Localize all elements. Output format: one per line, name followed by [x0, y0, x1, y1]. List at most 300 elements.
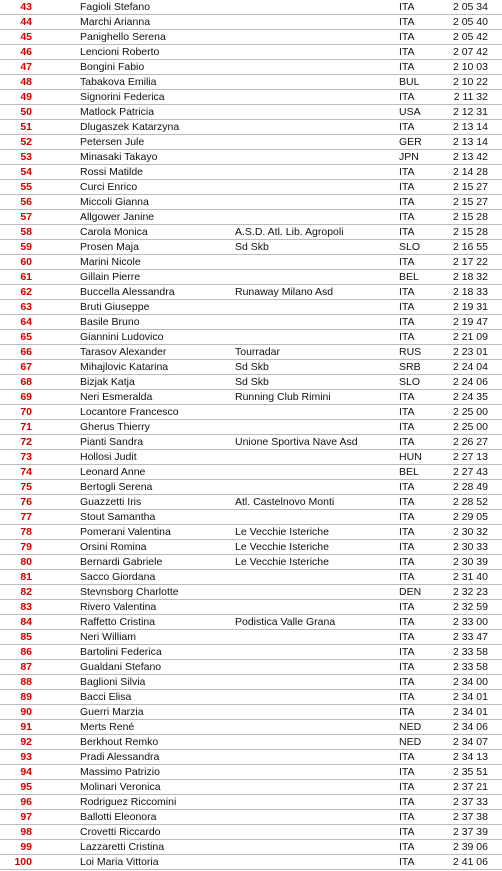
time-cell: 2 37 21: [452, 781, 488, 793]
athlete-name-cell: Berkhout Remko: [80, 736, 159, 748]
time-cell: 2 23 01: [452, 346, 488, 358]
nation-cell: BEL: [399, 466, 419, 478]
position-cell: 88: [20, 676, 32, 688]
time-cell: 2 37 33: [452, 796, 488, 808]
time-cell: 2 34 01: [452, 706, 488, 718]
table-row: [0, 165, 502, 180]
position-cell: 47: [20, 61, 32, 73]
time-cell: 2 13 14: [452, 136, 488, 148]
position-cell: 67: [20, 361, 32, 373]
position-cell: 79: [20, 541, 32, 553]
athlete-name-cell: Rivero Valentina: [80, 601, 157, 613]
nation-cell: ITA: [399, 856, 415, 868]
position-cell: 70: [20, 406, 32, 418]
athlete-name-cell: Carola Monica: [80, 226, 148, 238]
nation-cell: ITA: [399, 301, 415, 313]
nation-cell: ITA: [399, 196, 415, 208]
time-cell: 2 17 22: [452, 256, 488, 268]
position-cell: 59: [20, 241, 32, 253]
athlete-name-cell: Baglioni Silvia: [80, 676, 146, 688]
position-cell: 63: [20, 301, 32, 313]
table-row: [0, 780, 502, 795]
time-cell: 2 18 33: [452, 286, 488, 298]
table-row: [0, 600, 502, 615]
time-cell: 2 19 31: [452, 301, 488, 313]
nation-cell: BUL: [399, 76, 420, 88]
athlete-name-cell: Matlock Patricia: [80, 106, 155, 118]
nation-cell: ITA: [399, 601, 415, 613]
position-cell: 98: [20, 826, 32, 838]
athlete-name-cell: Pomerani Valentina: [80, 526, 171, 538]
position-cell: 85: [20, 631, 32, 643]
position-cell: 94: [20, 766, 32, 778]
nation-cell: RUS: [399, 346, 422, 358]
table-row: [0, 435, 502, 450]
nation-cell: ITA: [399, 751, 415, 763]
table-row: [0, 645, 502, 660]
table-row: [0, 825, 502, 840]
nation-cell: ITA: [399, 16, 415, 28]
time-cell: 2 34 13: [452, 751, 488, 763]
athlete-name-cell: Lazzaretti Cristina: [80, 841, 165, 853]
athlete-name-cell: Locantore Francesco: [80, 406, 179, 418]
position-cell: 45: [20, 31, 32, 43]
nation-cell: ITA: [399, 421, 415, 433]
nation-cell: ITA: [399, 181, 415, 193]
athlete-name-cell: Miccoli Gianna: [80, 196, 149, 208]
athlete-name-cell: Bacci Elisa: [80, 691, 132, 703]
table-row: [0, 555, 502, 570]
time-cell: 2 14 28: [452, 166, 488, 178]
nation-cell: ITA: [399, 46, 415, 58]
time-cell: 2 12 31: [452, 106, 488, 118]
athlete-name-cell: Stevnsborg Charlotte: [80, 586, 179, 598]
nation-cell: ITA: [399, 391, 415, 403]
table-row: [0, 675, 502, 690]
nation-cell: ITA: [399, 91, 415, 103]
table-row: [0, 525, 502, 540]
nation-cell: ITA: [399, 796, 415, 808]
table-row: [0, 735, 502, 750]
table-row: [0, 150, 502, 165]
athlete-name-cell: Bernardi Gabriele: [80, 556, 163, 568]
athlete-name-cell: Giannini Ludovico: [80, 331, 164, 343]
club-cell: Unione Sportiva Nave Asd: [235, 436, 358, 448]
position-cell: 54: [20, 166, 32, 178]
time-cell: 2 25 00: [452, 421, 488, 433]
position-cell: 82: [20, 586, 32, 598]
table-row: [0, 405, 502, 420]
nation-cell: ITA: [399, 436, 415, 448]
position-cell: 64: [20, 316, 32, 328]
athlete-name-cell: Bizjak Katja: [80, 376, 135, 388]
club-cell: Sd Skb: [235, 361, 269, 373]
position-cell: 53: [20, 151, 32, 163]
time-cell: 2 05 42: [452, 31, 488, 43]
time-cell: 2 27 13: [452, 451, 488, 463]
position-cell: 46: [20, 46, 32, 58]
table-row: [0, 585, 502, 600]
table-row: [0, 90, 502, 105]
time-cell: 2 13 14: [452, 121, 488, 133]
club-cell: Le Vecchie Isteriche: [235, 541, 329, 553]
table-row: [0, 15, 502, 30]
position-cell: 90: [20, 706, 32, 718]
athlete-name-cell: Signorini Federica: [80, 91, 165, 103]
position-cell: 56: [20, 196, 32, 208]
nation-cell: ITA: [399, 511, 415, 523]
athlete-name-cell: Raffetto Cristina: [80, 616, 156, 628]
time-cell: 2 19 47: [452, 316, 488, 328]
position-cell: 49: [20, 91, 32, 103]
position-cell: 68: [20, 376, 32, 388]
table-row: [0, 720, 502, 735]
time-cell: 2 35 51: [452, 766, 488, 778]
position-cell: 89: [20, 691, 32, 703]
time-cell: 2 11 32: [453, 91, 488, 103]
nation-cell: ITA: [399, 826, 415, 838]
nation-cell: ITA: [399, 541, 415, 553]
table-row: [0, 45, 502, 60]
athlete-name-cell: Pianti Sandra: [80, 436, 144, 448]
athlete-name-cell: Gherus Thierry: [80, 421, 150, 433]
club-cell: Running Club Rimini: [235, 391, 331, 403]
time-cell: 2 37 38: [452, 811, 488, 823]
position-cell: 44: [20, 16, 32, 28]
athlete-name-cell: Curci Enrico: [80, 181, 138, 193]
athlete-name-cell: Gillain Pierre: [80, 271, 141, 283]
position-cell: 87: [20, 661, 32, 673]
time-cell: 2 31 40: [452, 571, 488, 583]
table-row: [0, 510, 502, 525]
time-cell: 2 39 06: [452, 841, 488, 853]
athlete-name-cell: Bertogli Serena: [80, 481, 153, 493]
time-cell: 2 29 05: [452, 511, 488, 523]
athlete-name-cell: Massimo Patrizio: [80, 766, 160, 778]
table-row: [0, 375, 502, 390]
nation-cell: ITA: [399, 706, 415, 718]
table-row: [0, 195, 502, 210]
table-row: [0, 540, 502, 555]
time-cell: 2 33 58: [452, 661, 488, 673]
nation-cell: ITA: [399, 631, 415, 643]
table-row: [0, 330, 502, 345]
nation-cell: ITA: [399, 286, 415, 298]
athlete-name-cell: Orsini Romina: [80, 541, 147, 553]
position-cell: 93: [20, 751, 32, 763]
athlete-name-cell: Tabakova Emilia: [80, 76, 157, 88]
time-cell: 2 24 06: [452, 376, 488, 388]
time-cell: 2 13 42: [452, 151, 488, 163]
athlete-name-cell: Prosen Maja: [80, 241, 139, 253]
table-row: [0, 690, 502, 705]
nation-cell: ITA: [399, 781, 415, 793]
table-row: [0, 75, 502, 90]
time-cell: 2 15 27: [452, 196, 488, 208]
nation-cell: ITA: [399, 316, 415, 328]
time-cell: 2 33 00: [452, 616, 488, 628]
table-row: [0, 0, 502, 15]
nation-cell: DEN: [399, 586, 422, 598]
nation-cell: GER: [399, 136, 422, 148]
position-cell: 76: [20, 496, 32, 508]
athlete-name-cell: Bongini Fabio: [80, 61, 145, 73]
position-cell: 62: [20, 286, 32, 298]
nation-cell: USA: [399, 106, 421, 118]
athlete-name-cell: Pradi Alessandra: [80, 751, 160, 763]
club-cell: Tourradar: [235, 346, 280, 358]
table-row: [0, 570, 502, 585]
table-row: [0, 660, 502, 675]
position-cell: 43: [20, 1, 32, 13]
nation-cell: ITA: [399, 166, 415, 178]
athlete-name-cell: Mihajlovic Katarina: [80, 361, 169, 373]
table-row: [0, 30, 502, 45]
athlete-name-cell: Neri Esmeralda: [80, 391, 153, 403]
time-cell: 2 37 39: [452, 826, 488, 838]
time-cell: 2 05 40: [452, 16, 488, 28]
position-cell: 83: [20, 601, 32, 613]
position-cell: 74: [20, 466, 32, 478]
athlete-name-cell: Basile Bruno: [80, 316, 140, 328]
table-row: [0, 480, 502, 495]
nation-cell: ITA: [399, 691, 415, 703]
athlete-name-cell: Fagioli Stefano: [80, 1, 151, 13]
position-cell: 97: [20, 811, 32, 823]
nation-cell: HUN: [399, 451, 422, 463]
table-row: [0, 465, 502, 480]
table-row: [0, 360, 502, 375]
nation-cell: JPN: [399, 151, 419, 163]
nation-cell: ITA: [399, 496, 415, 508]
time-cell: 2 34 06: [452, 721, 488, 733]
athlete-name-cell: Tarasov Alexander: [80, 346, 167, 358]
nation-cell: ITA: [399, 31, 415, 43]
time-cell: 2 24 04: [452, 361, 488, 373]
club-cell: Le Vecchie Isteriche: [235, 556, 329, 568]
club-cell: Sd Skb: [235, 376, 269, 388]
athlete-name-cell: Bruti Giuseppe: [80, 301, 150, 313]
table-row: [0, 855, 502, 870]
position-cell: 92: [20, 736, 32, 748]
time-cell: 2 34 01: [452, 691, 488, 703]
position-cell: 69: [20, 391, 32, 403]
position-cell: 80: [20, 556, 32, 568]
nation-cell: ITA: [399, 1, 415, 13]
athlete-name-cell: Merts René: [80, 721, 135, 733]
position-cell: 100: [14, 856, 32, 868]
position-cell: 61: [20, 271, 32, 283]
athlete-name-cell: Guerri Marzia: [80, 706, 144, 718]
athlete-name-cell: Rossi Matilde: [80, 166, 144, 178]
athlete-name-cell: Petersen Jule: [80, 136, 145, 148]
athlete-name-cell: Rodriguez Riccomini: [80, 796, 177, 808]
table-row: [0, 750, 502, 765]
nation-cell: SRB: [399, 361, 421, 373]
position-cell: 57: [20, 211, 32, 223]
table-row: [0, 765, 502, 780]
table-row: [0, 495, 502, 510]
position-cell: 48: [20, 76, 32, 88]
table-row: [0, 135, 502, 150]
club-cell: Sd Skb: [235, 241, 269, 253]
time-cell: 2 21 09: [452, 331, 488, 343]
table-row: [0, 60, 502, 75]
time-cell: 2 28 49: [452, 481, 488, 493]
athlete-name-cell: Hollosi Judit: [80, 451, 137, 463]
time-cell: 2 41 06: [452, 856, 488, 868]
time-cell: 2 25 00: [452, 406, 488, 418]
nation-cell: SLO: [399, 376, 421, 388]
position-cell: 86: [20, 646, 32, 658]
time-cell: 2 15 27: [452, 181, 488, 193]
table-row: [0, 225, 502, 240]
nation-cell: BEL: [399, 271, 419, 283]
athlete-name-cell: Neri William: [80, 631, 136, 643]
athlete-name-cell: Gualdani Stefano: [80, 661, 162, 673]
table-row: [0, 270, 502, 285]
table-row: [0, 180, 502, 195]
athlete-name-cell: Dlugaszek Katarzyna: [80, 121, 180, 133]
position-cell: 78: [20, 526, 32, 538]
position-cell: 95: [20, 781, 32, 793]
table-row: [0, 120, 502, 135]
nation-cell: ITA: [399, 646, 415, 658]
table-row: [0, 300, 502, 315]
nation-cell: ITA: [399, 811, 415, 823]
time-cell: 2 34 00: [452, 676, 488, 688]
nation-cell: ITA: [399, 256, 415, 268]
nation-cell: ITA: [399, 766, 415, 778]
athlete-name-cell: Crovetti Riccardo: [80, 826, 161, 838]
table-row: [0, 240, 502, 255]
nation-cell: NED: [399, 736, 422, 748]
nation-cell: ITA: [399, 121, 415, 133]
time-cell: 2 10 03: [452, 61, 488, 73]
position-cell: 75: [20, 481, 32, 493]
nation-cell: ITA: [399, 556, 415, 568]
nation-cell: NED: [399, 721, 422, 733]
position-cell: 81: [20, 571, 32, 583]
table-row: [0, 840, 502, 855]
athlete-name-cell: Guazzetti Iris: [80, 496, 142, 508]
position-cell: 55: [20, 181, 32, 193]
time-cell: 2 30 33: [452, 541, 488, 553]
table-row: [0, 450, 502, 465]
position-cell: 60: [20, 256, 32, 268]
time-cell: 2 30 32: [452, 526, 488, 538]
nation-cell: ITA: [399, 571, 415, 583]
position-cell: 73: [20, 451, 32, 463]
athlete-name-cell: Allgower Janine: [80, 211, 155, 223]
club-cell: Runaway Milano Asd: [235, 286, 334, 298]
position-cell: 99: [20, 841, 32, 853]
time-cell: 2 05 34: [452, 1, 488, 13]
table-row: [0, 255, 502, 270]
nation-cell: ITA: [399, 406, 415, 418]
time-cell: 2 16 55: [452, 241, 488, 253]
time-cell: 2 24 35: [452, 391, 488, 403]
table-row: [0, 810, 502, 825]
table-row: [0, 705, 502, 720]
athlete-name-cell: Lencioni Roberto: [80, 46, 160, 58]
position-cell: 72: [20, 436, 32, 448]
table-row: [0, 345, 502, 360]
time-cell: 2 27 43: [452, 466, 488, 478]
athlete-name-cell: Bartolini Federica: [80, 646, 162, 658]
club-cell: Le Vecchie Isteriche: [235, 526, 329, 538]
nation-cell: ITA: [399, 661, 415, 673]
time-cell: 2 07 42: [452, 46, 488, 58]
athlete-name-cell: Buccella Alessandra: [80, 286, 175, 298]
athlete-name-cell: Minasaki Takayo: [80, 151, 158, 163]
time-cell: 2 30 39: [452, 556, 488, 568]
athlete-name-cell: Loi Maria Vittoria: [80, 856, 159, 868]
athlete-name-cell: Stout Samantha: [80, 511, 156, 523]
position-cell: 91: [20, 721, 32, 733]
time-cell: 2 15 28: [452, 226, 488, 238]
position-cell: 77: [20, 511, 32, 523]
table-row: [0, 615, 502, 630]
table-row: [0, 315, 502, 330]
position-cell: 66: [20, 346, 32, 358]
table-row: [0, 795, 502, 810]
table-row: [0, 390, 502, 405]
time-cell: 2 32 23: [452, 586, 488, 598]
position-cell: 58: [20, 226, 32, 238]
table-row: [0, 420, 502, 435]
nation-cell: ITA: [399, 616, 415, 628]
time-cell: 2 33 58: [452, 646, 488, 658]
club-cell: Podistica Valle Grana: [235, 616, 336, 628]
nation-cell: ITA: [399, 676, 415, 688]
table-row: [0, 105, 502, 120]
time-cell: 2 26 27: [452, 436, 488, 448]
nation-cell: ITA: [399, 841, 415, 853]
nation-cell: ITA: [399, 526, 415, 538]
position-cell: 71: [20, 421, 32, 433]
time-cell: 2 28 52: [452, 496, 488, 508]
athlete-name-cell: Marini Nicole: [80, 256, 141, 268]
nation-cell: ITA: [399, 226, 415, 238]
nation-cell: ITA: [399, 481, 415, 493]
time-cell: 2 34 07: [452, 736, 488, 748]
position-cell: 52: [20, 136, 32, 148]
nation-cell: ITA: [399, 61, 415, 73]
time-cell: 2 10 22: [452, 76, 488, 88]
nation-cell: ITA: [399, 211, 415, 223]
athlete-name-cell: Leonard Anne: [80, 466, 146, 478]
table-row: [0, 210, 502, 225]
position-cell: 96: [20, 796, 32, 808]
athlete-name-cell: Marchi Arianna: [80, 16, 151, 28]
time-cell: 2 15 28: [452, 211, 488, 223]
time-cell: 2 33 47: [452, 631, 488, 643]
position-cell: 50: [20, 106, 32, 118]
table-row: [0, 285, 502, 300]
position-cell: 84: [20, 616, 32, 628]
club-cell: Atl. Castelnovo Monti: [235, 496, 335, 508]
table-row: [0, 630, 502, 645]
nation-cell: SLO: [399, 241, 421, 253]
time-cell: 2 18 32: [452, 271, 488, 283]
position-cell: 65: [20, 331, 32, 343]
athlete-name-cell: Sacco Giordana: [80, 571, 156, 583]
position-cell: 51: [20, 121, 32, 133]
athlete-name-cell: Ballotti Eleonora: [80, 811, 157, 823]
time-cell: 2 32 59: [452, 601, 488, 613]
club-cell: A.S.D. Atl. Lib. Agropoli: [235, 226, 344, 238]
